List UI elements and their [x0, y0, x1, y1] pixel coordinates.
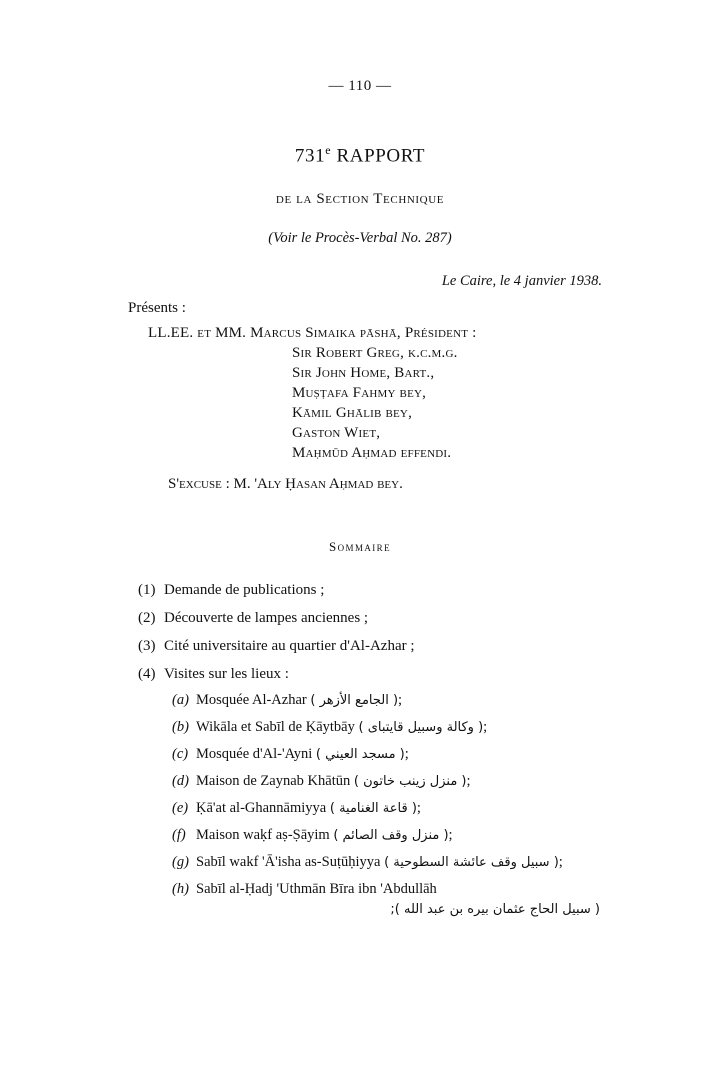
visit-item-arabic: ( الجامع الأزهر ): [310, 693, 399, 709]
visit-item: [172, 880, 720, 920]
visit-item-arabic: ( وكالة وسبيل قايتباى ): [358, 720, 484, 736]
visit-item-arabic-text: ( سبيل الحاج عثمان بيره بن عبد الله ): [394, 902, 600, 918]
summary-item-text: Visites sur les lieux :: [164, 665, 289, 682]
visit-item-text: Maison de Zaynab Khātūn: [196, 773, 351, 789]
summary-heading: Sommaire: [329, 539, 391, 555]
attendee-list: [0, 325, 720, 462]
visit-item-text: Maison waḳf aṣ-Ṣāyim: [196, 826, 330, 843]
summary-item-number: (4): [138, 665, 156, 682]
visit-item-label: (d): [172, 773, 189, 789]
page-number: — 110 —: [328, 78, 392, 94]
visit-item: [172, 745, 720, 764]
attendee-president: LL.EE. et MM. Marcus Simaika pāshā, Président :: [148, 325, 477, 342]
presents-label: Présents :: [128, 300, 186, 317]
summary-item-number: (3): [138, 637, 156, 654]
visit-item-label: (a): [172, 692, 189, 709]
title-number: 731: [294, 145, 326, 167]
visit-item-tail: ;: [416, 799, 421, 816]
visit-item: [172, 772, 720, 791]
summary-item-text: Cité universitaire au quartier d'Al-Azhar ;: [164, 637, 415, 654]
visit-item-tail: ;: [404, 746, 409, 763]
dateline: Le Caire, le 4 janvier 1938.: [441, 273, 602, 290]
visit-item: [172, 826, 720, 845]
visit-item-tail: ;: [398, 692, 403, 709]
summary-item-number: (2): [138, 610, 156, 627]
summary-list: [0, 581, 720, 919]
visit-item-text: Mosquée d'Al-'Ayni: [196, 746, 313, 763]
summary-item: [138, 609, 720, 628]
reference-line: (Voir le Procès-Verbal No. 287): [268, 230, 452, 247]
title-word: RAPPORT: [336, 145, 426, 167]
visit-item-text: Mosquée Al-Azhar: [196, 692, 307, 709]
page-subtitle: de la Section Technique: [275, 191, 445, 208]
attendee-row: Sir John Home, Bart.,: [292, 365, 435, 382]
page-title: [0, 143, 720, 167]
visit-item-arabic: ( مسجد العيني ): [315, 747, 405, 763]
summary-item: [138, 637, 720, 656]
summary-item-text: Demande de publications ;: [164, 582, 325, 599]
visit-item-arabic: [172, 902, 720, 919]
visit-item-label: (e): [172, 799, 189, 816]
summary-item: [138, 665, 720, 684]
visit-item-label: (g): [172, 853, 189, 870]
visit-item-text: Sabīl al-Ḥadj 'Uthmān Bīra ibn 'Abdullāh: [196, 880, 437, 897]
visit-item: [172, 853, 720, 872]
excused-member: S'excuse : M. 'Aly Ḥasan Aḥmad bey.: [168, 476, 403, 493]
attendee-row: Muṣṭafa Fahmy bey,: [292, 385, 427, 402]
visit-list: [138, 691, 720, 919]
visit-item-tail: ;: [390, 902, 395, 918]
visit-item-tail: ;: [558, 853, 563, 870]
attendee-row: Maḥmūd Aḥmad effendi.: [292, 445, 452, 462]
visit-item-arabic: ( منزل وقف الصائم ): [333, 827, 449, 843]
visit-item-arabic: ( قاعة الغنامية ): [329, 800, 417, 816]
visit-item-label: (c): [172, 746, 189, 763]
title-ordinal-suffix: e: [325, 143, 332, 157]
visit-item-arabic: ( سبيل وقف عائشة السطوحية ): [384, 854, 559, 870]
visit-item: [172, 691, 720, 710]
visit-item-label: (b): [172, 719, 189, 736]
visit-item-arabic: ( منزل زينب خاتون ): [353, 774, 467, 789]
visit-item-tail: ;: [448, 826, 453, 843]
visit-item-text: Ḳā'at al-Ghannāmiyya: [196, 799, 327, 816]
visit-item-label: (h): [172, 880, 189, 897]
visit-item-label: (f): [172, 826, 186, 843]
attendee-row: Kāmil Ghālib bey,: [292, 405, 413, 422]
visit-item-tail: ;: [466, 773, 471, 789]
attendee-row: Gaston Wiet,: [292, 425, 381, 442]
visit-item-text: Sabīl wakf 'Ā'isha as-Suṭūḥiyya: [196, 853, 381, 870]
summary-item: [138, 581, 720, 600]
visit-item: [172, 799, 720, 818]
visit-item: [172, 718, 720, 737]
summary-item-number: (1): [138, 582, 156, 599]
visit-item-text: Wikāla et Sabīl de Ḳāytbāy: [196, 719, 355, 736]
attendee-row: Sir Robert Greg, k.c.m.g.: [292, 345, 458, 362]
summary-item-text: Découverte de lampes anciennes ;: [164, 610, 369, 627]
visit-item-tail: ;: [483, 719, 488, 736]
